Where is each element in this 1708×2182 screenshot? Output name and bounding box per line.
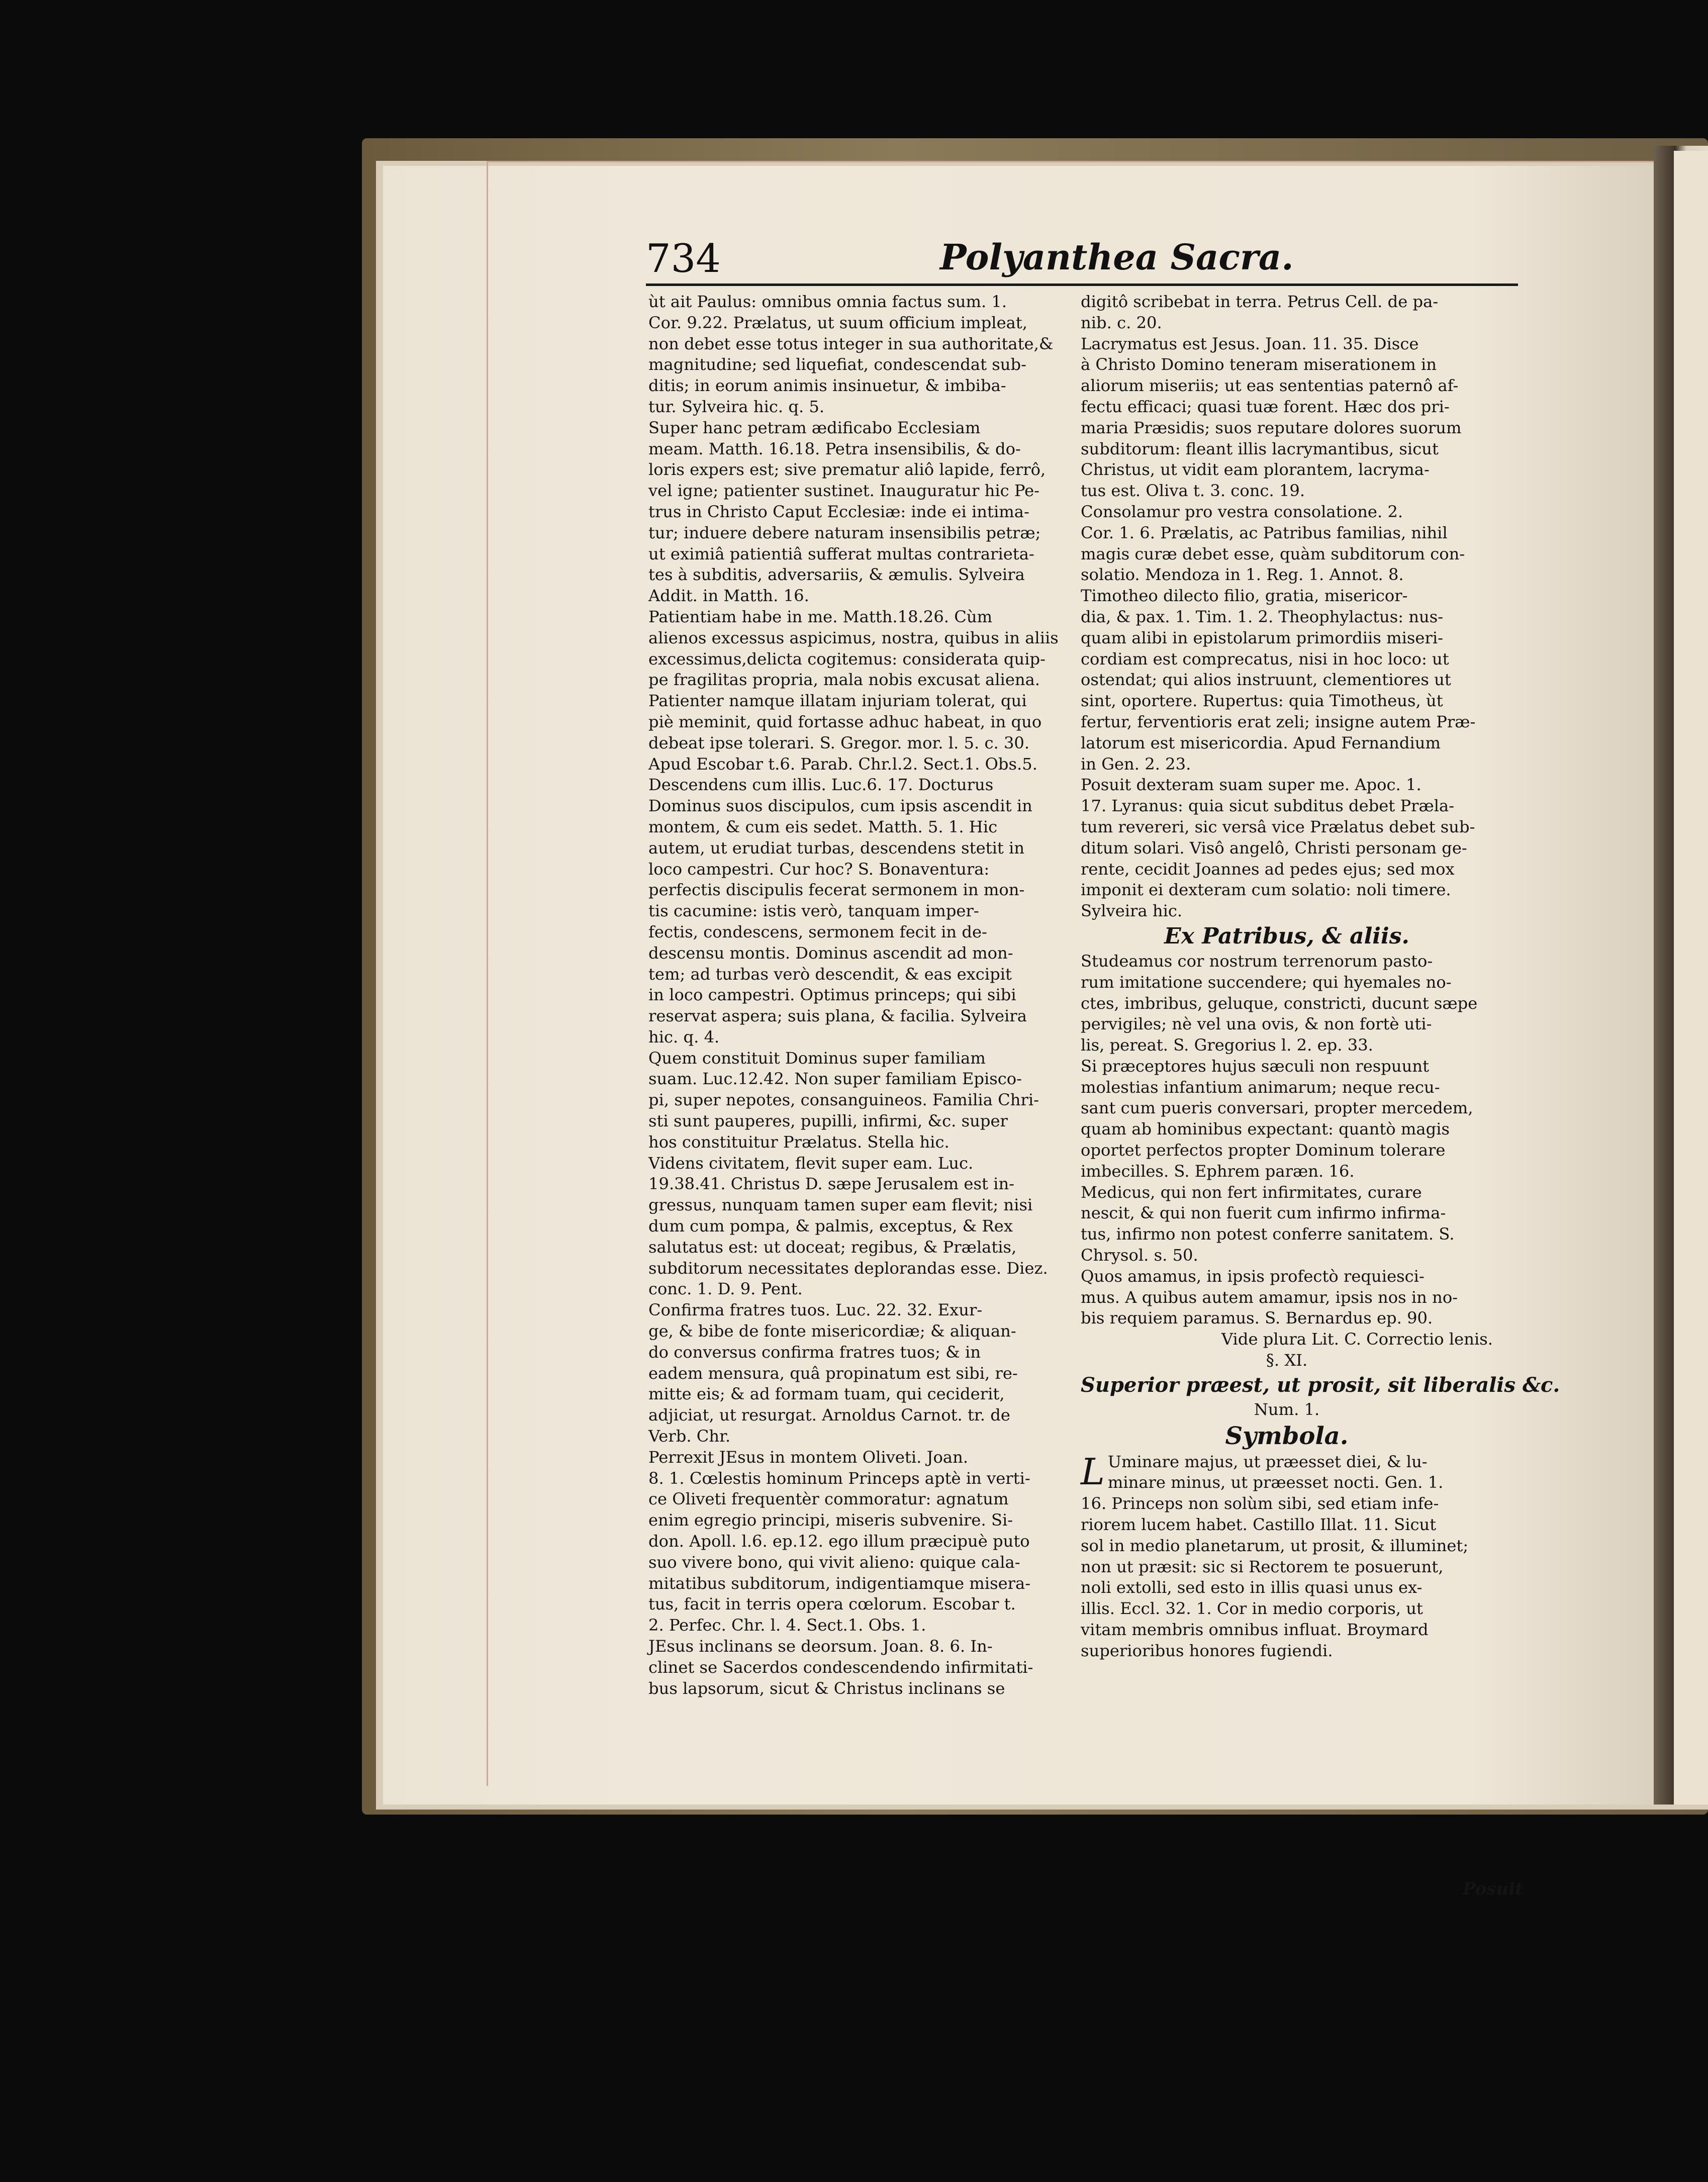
text-line: bis requiem paramus. S. Bernardus ep. 90. [1081, 1308, 1433, 1328]
text-line: gressus, nunquam tamen super eam flevit; nisi [648, 1195, 1033, 1215]
text-line: Chrysol. s. 50. [1081, 1246, 1198, 1265]
text-line: maria Præsidis; suos reputare dolores suorum [1081, 418, 1462, 437]
text-line: riorem lucem habet. Castillo Illat. 11. Sicut [1081, 1515, 1437, 1535]
text-line: Quos amamus, in ipsis profectò requiesci- [1081, 1266, 1425, 1286]
text-line: fertur, ferventioris erat zeli; insigne autem Præ- [1081, 712, 1476, 731]
text-line: in loco campestri. Optimus princeps; qui sibi [648, 985, 1016, 1005]
text-line: 16. Princeps non solùm sibi, sed etiam infe- [1081, 1494, 1439, 1513]
text-line: ditum solari. Visô angelô, Christi personam ge- [1081, 838, 1467, 858]
text-line: solatio. Mendoza in 1. Reg. 1. Annot. 8. [1081, 565, 1404, 585]
text-line: JEsus inclinans se deorsum. Joan. 8. 6. In- [648, 1637, 993, 1656]
text-line: imbecilles. S. Ephrem paræn. 16. [1081, 1161, 1355, 1181]
text-line: subditorum necessitates deplorandas esse. Diez. [648, 1258, 1048, 1278]
text-line: autem, ut erudiat turbas, descendens stetit in [648, 838, 1025, 858]
text-line: superioribus honores fugiendi. [1081, 1641, 1333, 1660]
text-line: tur; induere debere naturam insensibilis petræ; [648, 523, 1041, 542]
text-line: tus, facit in terris opera cœlorum. Escobar t. [648, 1594, 1016, 1614]
text-line: Dominus suos discipulos, cum ipsis ascendit in [648, 796, 1032, 816]
num-line: Num. 1. [1254, 1399, 1320, 1419]
text-line: minare minus, ut præesset nocti. Gen. 1. [1107, 1473, 1444, 1492]
text-line: Consolamur pro vestra consolatione. 2. [1081, 502, 1403, 521]
text-line: noli extolli, sed esto in illis quasi unus ex- [1081, 1578, 1422, 1597]
text-line: Descendens cum illis. Luc.6. 17. Docturus [648, 775, 994, 795]
text-line: loris expers est; sive prematur aliô lapide, ferrô, [648, 460, 1046, 480]
text-line: montem, & cum eis sedet. Matth. 5. 1. Hic [648, 817, 998, 836]
text-line: à Christo Domino teneram miserationem in [1081, 355, 1437, 374]
facing-page-edge [1674, 151, 1708, 1805]
text-line: Christus, ut vidit eam plorantem, lacryma- [1081, 460, 1430, 480]
text-line: molestias infantium animarum; neque recu- [1081, 1077, 1440, 1097]
text-line: do conversus confirma fratres tuos; & in [648, 1342, 981, 1362]
text-line: descensu montis. Dominus ascendit ad mon- [648, 943, 1013, 963]
text-line: Patientiam habe in me. Matth.18.26. Cùm [648, 607, 993, 626]
text-line: in Gen. 2. 23. [1081, 754, 1191, 774]
text-line: tum revereri, sic versâ vice Prælatus debet sub- [1081, 817, 1475, 836]
text-line: pervigiles; nè vel una ovis, & non fortè uti- [1081, 1014, 1432, 1034]
left-column [648, 292, 1061, 1699]
text-line: non debet esse totus integer in sua authoritate,& [648, 334, 1054, 353]
text-line: Posuit dexteram suam super me. Apoc. 1. [1081, 775, 1421, 795]
section-title: Superior præest, ut prosit, sit liberalis &c. [1081, 1373, 1560, 1397]
text-line: mitte eis; & ad formam tuam, qui ceciderit, [648, 1384, 1005, 1404]
text-line: sant cum pueris conversari, propter mercedem, [1081, 1098, 1473, 1118]
text-line: Patienter namque illatam injuriam tolerat, qui [648, 691, 1027, 711]
text-line: enim egregio principi, miseris subvenire. Si- [648, 1510, 1013, 1530]
text-line: 8. 1. Cœlestis hominum Princeps aptè in verti- [648, 1468, 1030, 1488]
text-line: digitô scribebat in terra. Petrus Cell. de pa- [1081, 292, 1439, 311]
text-line: ce Oliveti frequentèr commoratur: agnatum [648, 1489, 1009, 1509]
text-line: lis, pereat. S. Gregorius l. 2. ep. 33. [1081, 1035, 1373, 1055]
text-line: magnitudine; sed liquefiat, condescendat sub- [648, 355, 1026, 374]
text-line: nescit, & qui non fuerit cum infirmo infirma- [1081, 1203, 1446, 1223]
text-line: non ut præsit: sic si Rectorem te posuerunt, [1081, 1557, 1444, 1576]
heading-symbola: Symbola. [1225, 1421, 1349, 1450]
text-line: Timotheo dilecto filio, gratia, misericor- [1081, 586, 1408, 606]
right-column-block-b [1081, 951, 1493, 1329]
text-line: vitam membris omnibus influat. Broymard [1081, 1620, 1429, 1640]
text-line: tis cacumine: istis verò, tanquam imper- [648, 901, 979, 921]
text-line: sti sunt pauperes, pupilli, infirmi, &c. super [648, 1111, 1008, 1131]
section-number: §. XI. [1266, 1351, 1308, 1370]
text-line: Medicus, qui non fert infirmitates, curare [1081, 1182, 1422, 1202]
text-line: tus est. Oliva t. 3. conc. 19. [1081, 481, 1305, 501]
text-line: dia, & pax. 1. Tim. 1. 2. Theophylactus: nus- [1081, 607, 1444, 626]
text-line: 19.38.41. Christus D. sæpe Jerusalem est in- [648, 1174, 1015, 1194]
text-line: debeat ipse tolerari. S. Gregor. mor. l. 5. c. 30. [648, 733, 1030, 752]
text-line: quam ab hominibus expectant: quantò magis [1081, 1119, 1450, 1139]
text-line: cordiam est comprecatus, nisi in hoc loco: ut [1081, 649, 1449, 669]
text-line: rente, cecidit Joannes ad pedes ejus; sed mox [1081, 859, 1455, 879]
text-line: Perrexit JEsus in montem Oliveti. Joan. [648, 1447, 969, 1467]
text-line: ditis; in eorum animis insinuetur, & imbiba- [648, 376, 1006, 396]
text-line: Videns civitatem, flevit super eam. Luc. [648, 1153, 974, 1173]
text-line: tem; ad turbas verò descendit, & eas excipit [648, 964, 1012, 984]
text-line: reservat aspera; suis plana, & facilia. Sylveira [648, 1006, 1027, 1026]
text-line: perfectis discipulis fecerat sermonem in mon- [648, 880, 1025, 900]
text-line: tus, infirmo non potest conferre sanitatem. S. [1081, 1224, 1455, 1244]
text-line: ge, & bibe de fonte misericordiæ; & aliquan- [648, 1321, 1016, 1341]
drop-cap: L [1081, 1450, 1105, 1493]
text-line: Super hanc petram ædificabo Ecclesiam [648, 418, 981, 437]
text-line: nib. c. 20. [1081, 313, 1162, 332]
text-line: dum cum pompa, & palmis, exceptus, & Rex [648, 1216, 1013, 1236]
text-line: subditorum: fleant illis lacrymantibus, sicut [1081, 439, 1439, 458]
cross-reference: Vide plura Lit. C. Correctio lenis. [1221, 1330, 1493, 1349]
text-line: Cor. 1. 6. Prælatis, ac Patribus familias, nihil [1081, 523, 1448, 542]
text-line: Sylveira hic. [1081, 901, 1183, 921]
text-line: Studeamus cor nostrum terrenorum pasto- [1081, 951, 1433, 971]
text-line: piè meminit, quid fortasse adhuc habeat, in quo [648, 712, 1042, 731]
running-title: Polyanthea Sacra. [940, 236, 1294, 278]
text-line: Confirma fratres tuos. Luc. 22. 32. Exur- [648, 1300, 983, 1320]
text-line: ctes, imbribus, geluque, constricti, ducunt sæpe [1081, 993, 1478, 1013]
text-line: fectis, condescens, sermonem fecit in de- [648, 922, 987, 941]
text-line: alienos excessus aspicimus, nostra, quibus in aliis [648, 628, 1059, 647]
text-line: meam. Matth. 16.18. Petra insensibilis, & do- [648, 439, 1021, 458]
text-line: vel igne; patienter sustinet. Inauguratur hic Pe- [648, 481, 1040, 501]
text-line: eadem mensura, quâ propinatum est sibi, re- [648, 1363, 1018, 1383]
text-line: sint, oportere. Rupertus: quia Timotheus, ùt [1081, 691, 1443, 711]
text-line: Si præceptores hujus sæculi non respuunt [1081, 1056, 1430, 1076]
text-line: tur. Sylveira hic. q. 5. [648, 397, 825, 416]
text-line: salutatus est: ut doceat; regibus, & Prælatis, [648, 1237, 1017, 1257]
text-line: ùt ait Paulus: omnibus omnia factus sum. 1. [648, 292, 1007, 311]
right-column-block-a [1081, 292, 1493, 922]
text-line: tes à subditis, adversariis, & æmulis. Sylveira [648, 565, 1025, 585]
text-line: excessimus,delicta cogitemus: considerata quip- [648, 649, 1046, 669]
page-number: 734 [646, 236, 721, 281]
right-column-block-c [1081, 1452, 1493, 1662]
text-line: Verb. Chr. [648, 1427, 731, 1446]
catchword: Posuit [1463, 1879, 1523, 1899]
text-line: hos constituitur Prælatus. Stella hic. [648, 1132, 950, 1152]
text-line: illis. Eccl. 32. 1. Cor in medio corporis, ut [1081, 1599, 1423, 1619]
text-line: conc. 1. D. 9. Pent. [648, 1279, 803, 1299]
text-line: mus. A quibus autem amamur, ipsis nos in no- [1081, 1287, 1458, 1307]
text-line: Lacrymatus est Jesus. Joan. 11. 35. Disce [1081, 334, 1419, 353]
heading-ex-patribus: Ex Patribus, & aliis. [1164, 923, 1409, 949]
text-line: 17. Lyranus: quia sicut subditus debet Præla- [1081, 796, 1455, 816]
text-line: oportet perfectos propter Dominum tolerare [1081, 1141, 1446, 1160]
text-line: ut eximiâ patientiâ sufferat multas contrarieta- [648, 544, 1034, 563]
text-line: adjiciat, ut resurgat. Arnoldus Carnot. tr. de [648, 1405, 1010, 1425]
text-line: suo vivere bono, qui vivit alieno: quique cala- [648, 1552, 1020, 1572]
text-line: trus in Christo Caput Ecclesiæ: inde ei intima- [648, 502, 1029, 521]
text-line: quam alibi in epistolarum primordiis miseri- [1081, 628, 1444, 647]
text-line: sol in medio planetarum, ut prosit, & illuminet; [1081, 1536, 1469, 1555]
text-line: clinet se Sacerdos condescendendo infirmitati- [648, 1657, 1033, 1677]
text-line: fectu efficaci; quasi tuæ forent. Hæc dos pri- [1081, 397, 1450, 416]
text-line: Addit. in Matth. 16. [648, 586, 809, 606]
text-line: Apud Escobar t.6. Parab. Chr.l.2. Sect.1. Obs.5. [648, 754, 1037, 774]
text-line: bus lapsorum, sicut & Christus inclinans se [648, 1678, 1005, 1698]
text-line: Quem constituit Dominus super familiam [648, 1048, 986, 1068]
text-line: Uminare majus, ut præesset diei, & lu- [1107, 1452, 1428, 1471]
text-line: Cor. 9.22. Prælatus, ut suum officium impleat, [648, 313, 1027, 332]
text-line: pi, super nepotes, consanguineos. Familia Chri- [648, 1090, 1039, 1110]
text-line: loco campestri. Cur hoc? S. Bonaventura: [648, 859, 990, 879]
text-line: suam. Luc.12.42. Non super familiam Episco- [648, 1069, 1022, 1089]
header-rule [646, 283, 1518, 286]
text-line: pe fragilitas propria, mala nobis excusat aliena. [648, 670, 1040, 690]
text-line: don. Apoll. l.6. ep.12. ego illum præcipuè puto [648, 1532, 1030, 1551]
text-line: 2. Perfec. Chr. l. 4. Sect.1. Obs. 1. [648, 1616, 926, 1635]
text-line: rum imitatione succendere; qui hyemales no- [1081, 972, 1452, 992]
text-line: latorum est misericordia. Apud Fernandium [1081, 733, 1441, 752]
text-line: mitatibus subditorum, indigentiamque misera- [648, 1573, 1031, 1593]
text-line: magis curæ debet esse, quàm subditorum con- [1081, 544, 1465, 563]
text-line: ostendat; qui alios instruunt, clementiores ut [1081, 670, 1451, 690]
right-column [1081, 292, 1560, 1662]
text-line: hic. q. 4. [648, 1027, 720, 1047]
text-line: imponit ei dexteram cum solatio: noli timere. [1081, 880, 1451, 900]
text-line: aliorum miseriis; ut eas sententias paternô af- [1081, 376, 1459, 396]
